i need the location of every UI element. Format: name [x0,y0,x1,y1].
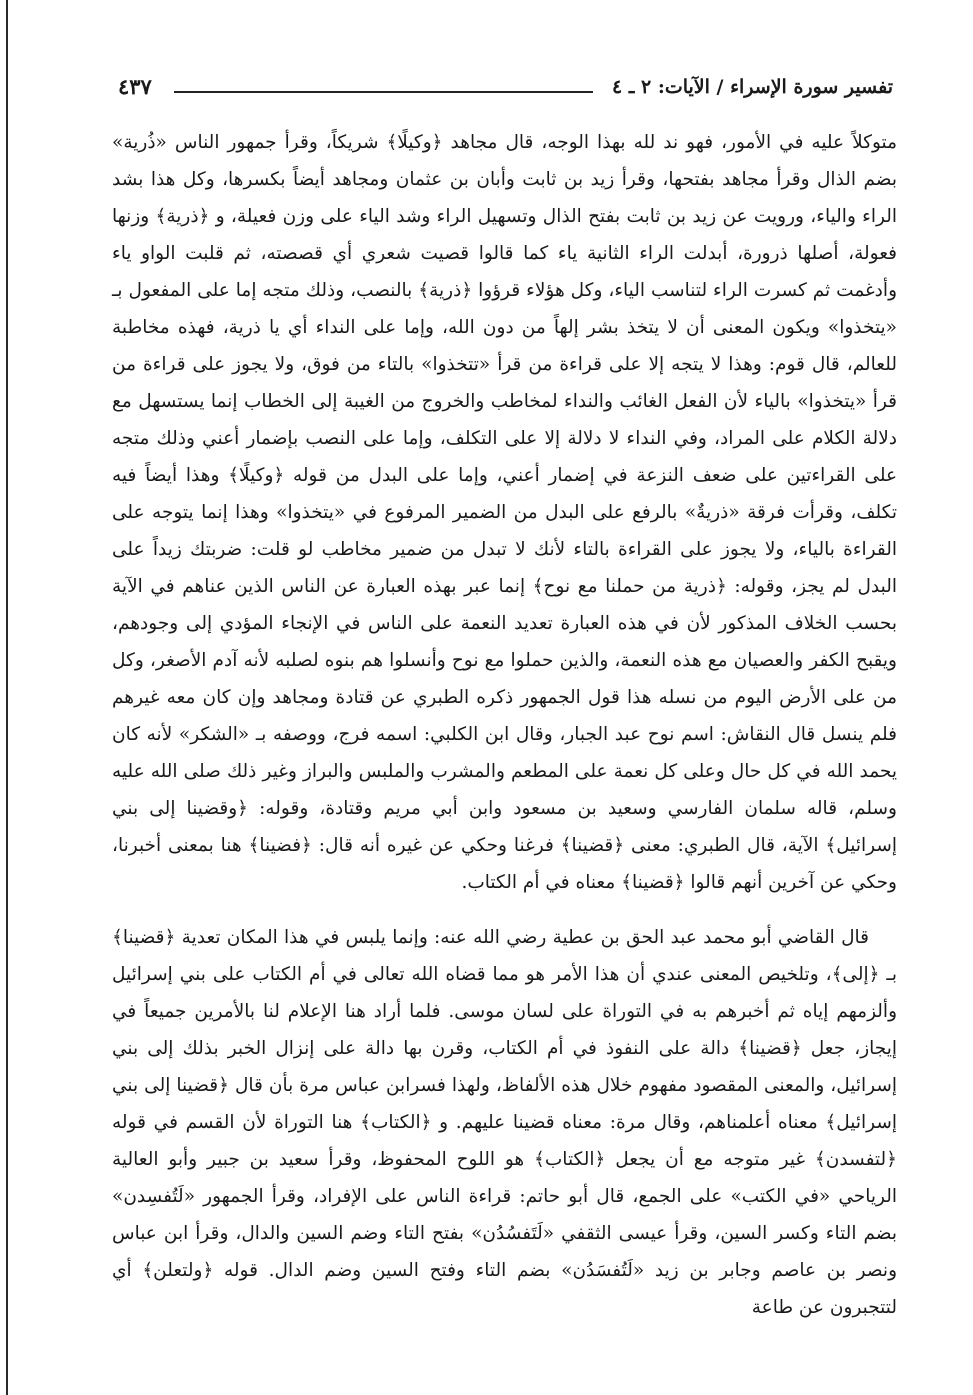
header-rule [174,91,593,93]
paragraph-2: قال القاضي أبو محمد عبد الحق بن عطية رضي الله عنه: وإنما يلبس في هذا المكان تعدية ﴿قضينا﴾ بـ ﴿إلى﴾، وتلخيص المعنى عندي أن هذا الأمر هو مما قضاه الله تعالى في أم الكتاب على بني إسرائيل وألزمهم إياه ثم أخبرهم به في التوراة على لسان موسى. فلما أراد هنا الإعلام لنا بالأمرين جميعاً في إيجاز، جعل ﴿قضينا﴾ دالة على النفوذ في أم الكتاب، وقرن بها دالة على إنزال الخبر بذلك إلى بني إسرائيل، والمعنى المقصود مفهوم خلال هذه الألفاظ، ولهذا فسرابن عباس مرة بأن قال ﴿قضينا إلى بني إسرائيل﴾ معناه أعلمناهم، وقال مرة: معناه قضينا عليهم. و ﴿الكتاب﴾ هنا التوراة لأن القسم في قوله ﴿لتفسدن﴾ غير متوجه مع أن يجعل ﴿الكتاب﴾ هو اللوح المحفوظ، وقرأ سعيد بن جبير وأبو العالية الرياحي «في الكتب» على الجمع، قال أبو حاتم: قراءة الناس على الإفراد، وقرأ الجمهور «لَتُفسِدن» بضم التاء وكسر السين، وقرأ عيسى الثقفي «لَتَفسُدُن» بفتح التاء وضم السين والدال، وقرأ ابن عباس ونصر بن عاصم وجابر بن زيد «لَتُفسَدُن» بضم التاء وفتح السين وضم الدال. قوله ﴿ولتعلن﴾ أي لتتجبرون عن طاعة [112,927,897,1318]
body-text [112,124,897,1326]
running-header [118,74,893,104]
page-number: ٤٣٧ [118,74,152,99]
header-title: تفسير سورة الإسراء / الآيات: ٢ ـ ٤ [606,76,893,98]
binding-edge-line [6,0,8,1395]
paragraph-1: متوكلاً عليه في الأمور، فهو ند لله بهذا الوجه، قال مجاهد ﴿وكيلًا﴾ شريكاً، وقرأ جمهور الناس «ذُرية» بضم الذال وقرأ مجاهد بفتحها، وقرأ زيد بن ثابت وأبان بن عثمان ومجاهد أيضاً بكسرها، وكل هذا بشد الراء والياء، ورويت عن زيد بن ثابت بفتح الذال وتسهيل الراء وشد الياء على وزن فعيلة، و ﴿ذرية﴾ وزنها فعولة، أصلها ذرورة، أبدلت الراء الثانية ياء كما قالوا قصيت شعري أي قصصته، ثم قلبت الواو ياء وأدغمت ثم كسرت الراء لتناسب الياء، وكل هؤلاء قرؤوا ﴿ذرية﴾ بالنصب، وذلك متجه إما على المفعول بـ «يتخذوا» ويكون المعنى أن لا يتخذ بشر إلهاً من دون الله، وإما على النداء أي يا ذرية، فهذه مخاطبة للعالم، قال قوم: وهذا لا يتجه إلا على قراءة من قرأ «تتخذوا» بالتاء من فوق، ولا يجوز على قراءة من قرأ «يتخذوا» بالياء لأن الفعل الغائب والنداء لمخاطب والخروج من الغيبة إلى الخطاب إنما يستسهل مع دلالة الكلام على المراد، وفي النداء لا دلالة إلا على التكلف، وإما على النصب بإضمار أعني وذلك متجه على القراءتين على ضعف النزعة في إضمار أعني، وإما على البدل من قوله ﴿وكيلًا﴾ وهذا أيضاً فيه تكلف، وقرأت فرقة «ذريةٌ» بالرفع على البدل من الضمير المرفوع في «يتخذوا» وهذا إنما يتوجه على القراءة بالياء، ولا يجوز على القراءة بالتاء لأنك لا تبدل من ضمير مخاطب لو قلت: ضربتك زيداً على البدل لم يجز، وقوله: ﴿ذرية من حملنا مع نوح﴾ إنما عبر بهذه العبارة عن الناس الذين عناهم في الآية بحسب الخلاف المذكور لأن في هذه العبارة تعديد النعمة على الناس في الإنجاء المؤدي إلى وجودهم، ويقبح الكفر والعصيان مع هذه النعمة، والذين حملوا مع نوح وأنسلوا هم بنوه لصلبه لأنه آدم الأصغر، وكل من على الأرض اليوم من نسله هذا قول الجمهور ذكره الطبري عن قتادة ومجاهد وإن كان معه غيرهم فلم ينسل قال النقاش: اسم نوح عبد الجبار، وقال ابن الكلبي: اسمه فرج، ووصفه بـ «الشكر» لأنه كان يحمد الله في كل حال وعلى كل نعمة على المطعم والمشرب والملبس والبراز وغير ذلك صلى الله عليه وسلم، قاله سلمان الفارسي وسعيد بن مسعود وابن أبي مريم وقتادة، وقوله: ﴿وقضينا إلى بني إسرائيل﴾ الآية، قال الطبري: معنى ﴿قضينا﴾ فرغنا وحكي عن غيره أنه قال: ﴿فضينا﴾ هنا بمعنى أخبرنا، وحكي عن آخرين أنهم قالوا ﴿قضينا﴾ معناه في أم الكتاب. [112,132,897,893]
